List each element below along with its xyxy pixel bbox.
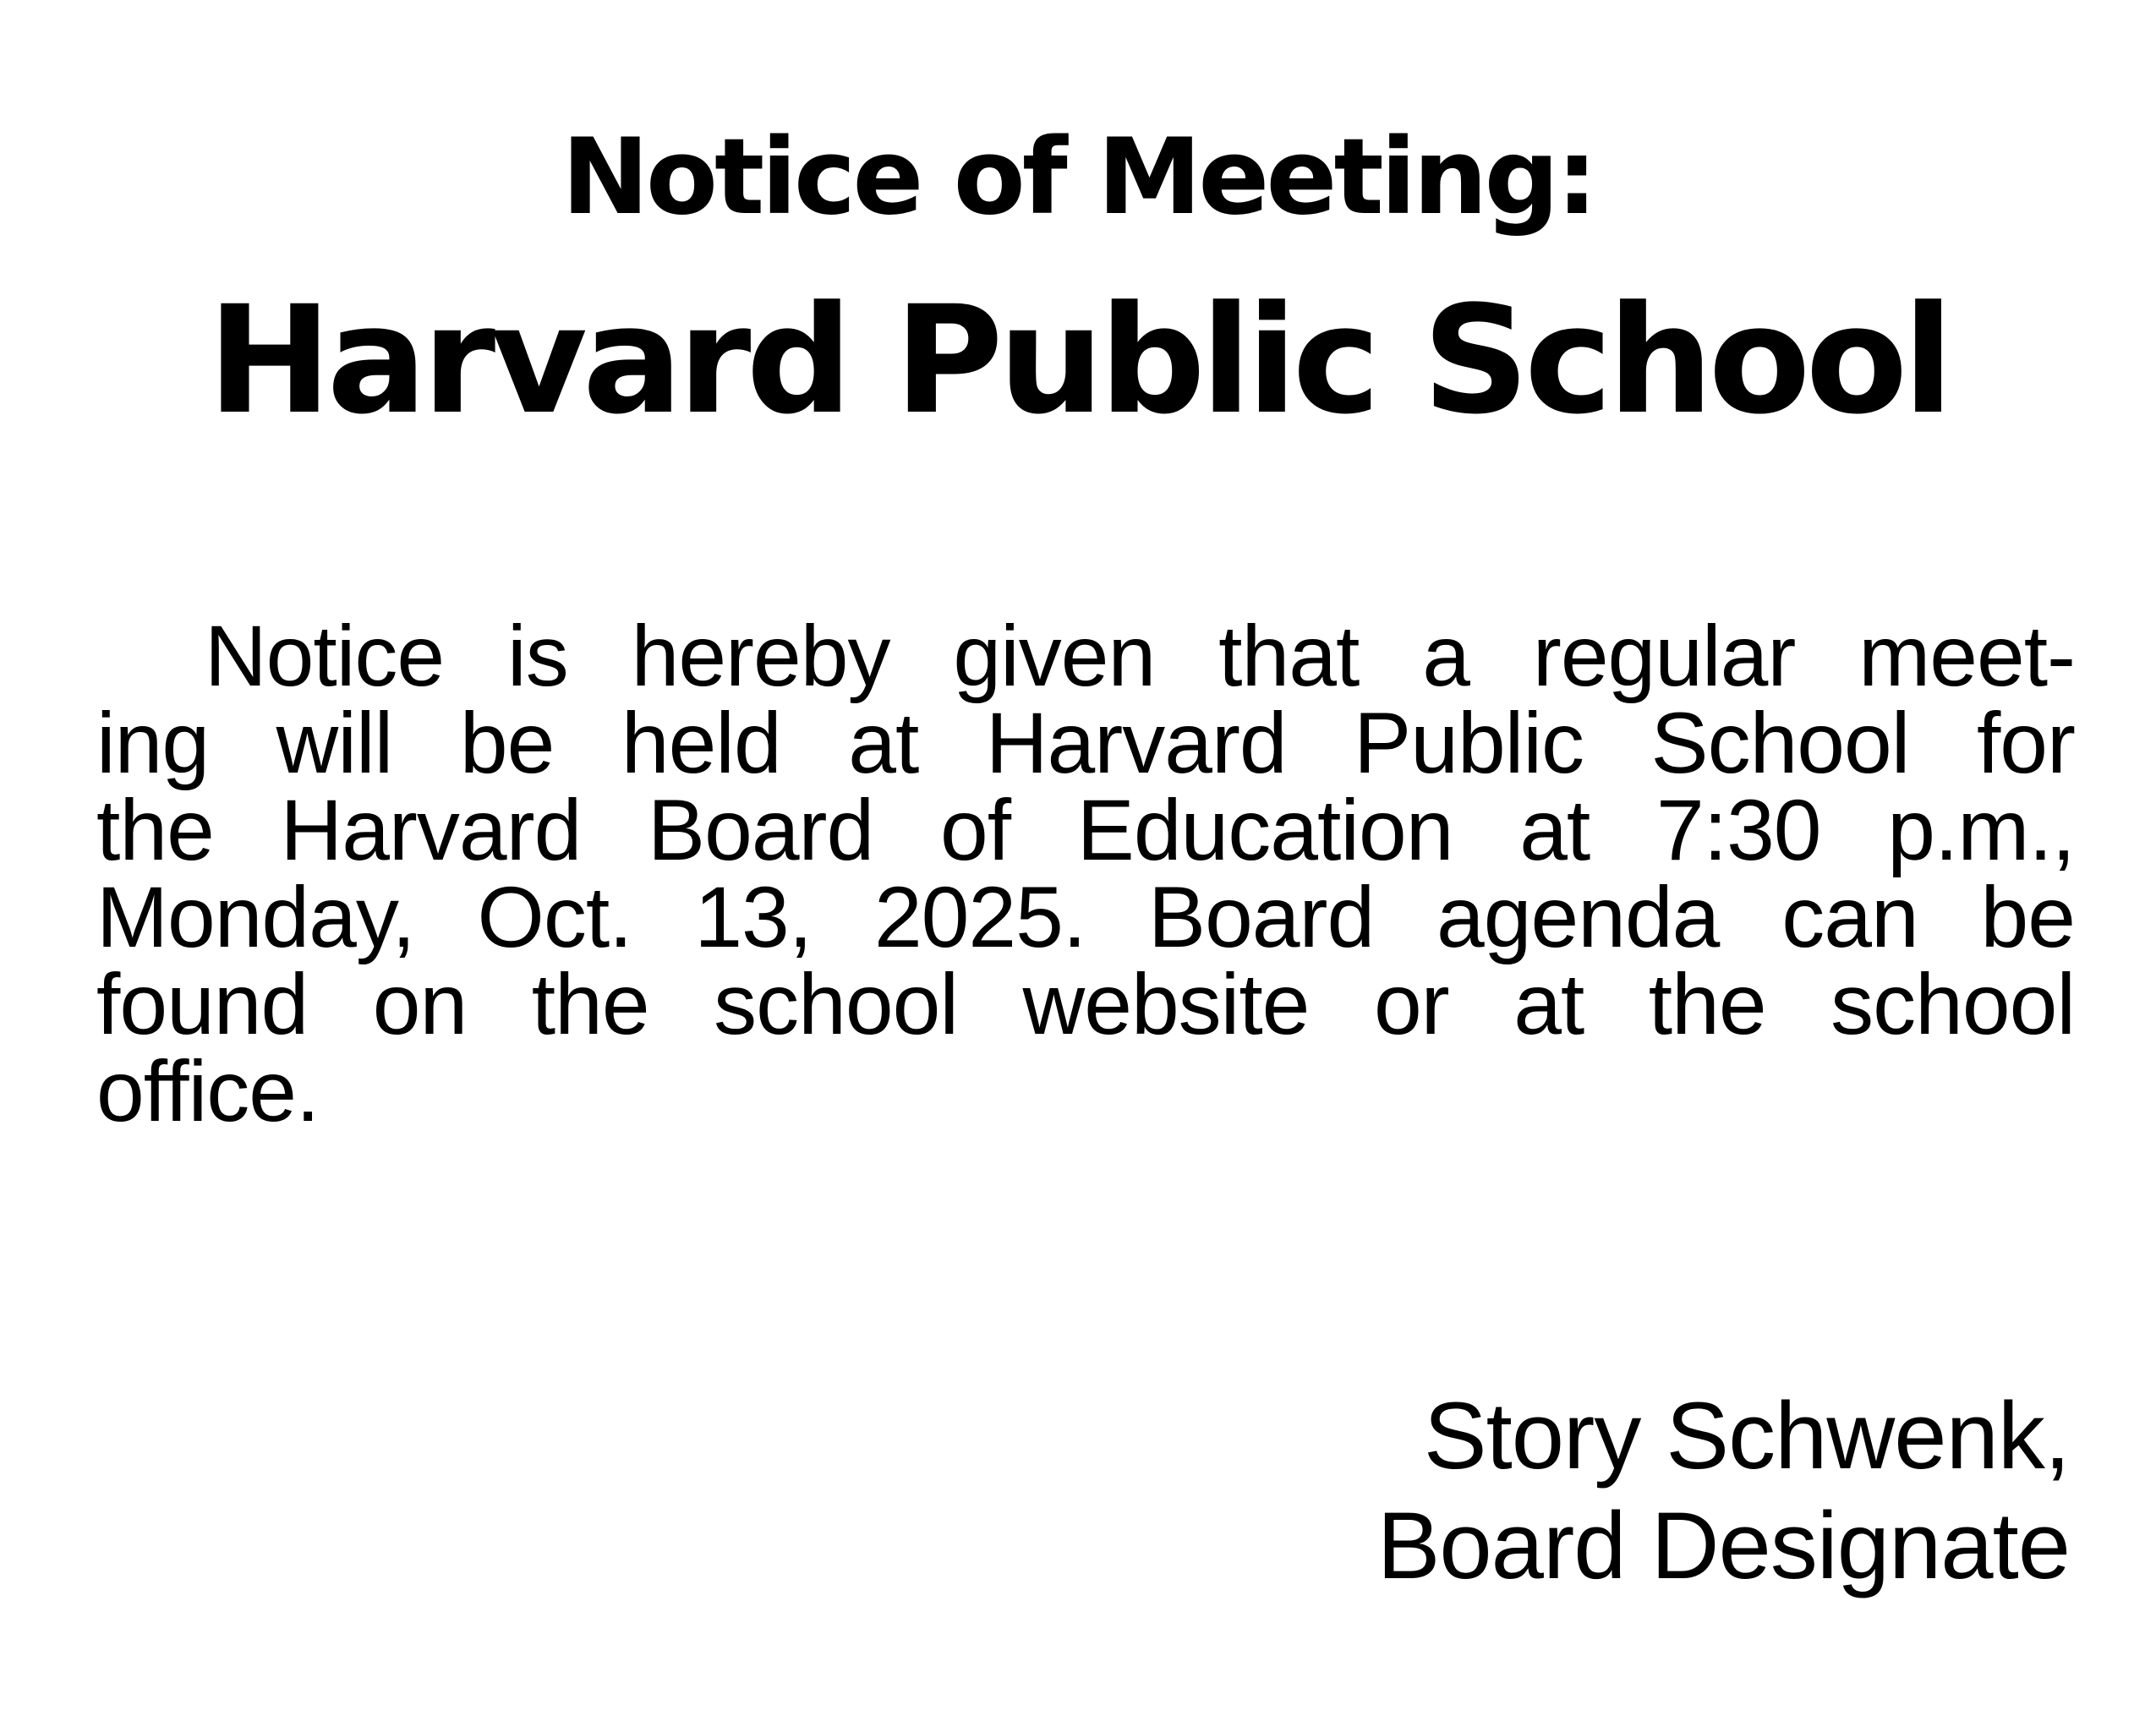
body-line: the Harvard Board of Education at 7:30 p.m., (96, 782, 2075, 878)
school-title: Harvard Public School (207, 274, 1949, 447)
signer-role: Board Designate (1376, 1493, 2070, 1598)
signature-block (1377, 1381, 2070, 1601)
notice-body (96, 608, 2075, 1139)
notice-heading (0, 110, 2156, 450)
notice-kicker: Notice of Meeting: (561, 117, 1595, 238)
body-line: Monday, Oct. 13, 2025. Board agenda can be (96, 869, 2075, 965)
body-line: found on the school website or at the school (96, 956, 2075, 1052)
body-line: office. (96, 1043, 320, 1139)
body-line: ing will be held at Harvard Public School for (96, 695, 2075, 791)
body-line: Notice is hereby given that a regular meet- (205, 608, 2075, 704)
signer-name: Story Schwenk, (1423, 1383, 2070, 1489)
